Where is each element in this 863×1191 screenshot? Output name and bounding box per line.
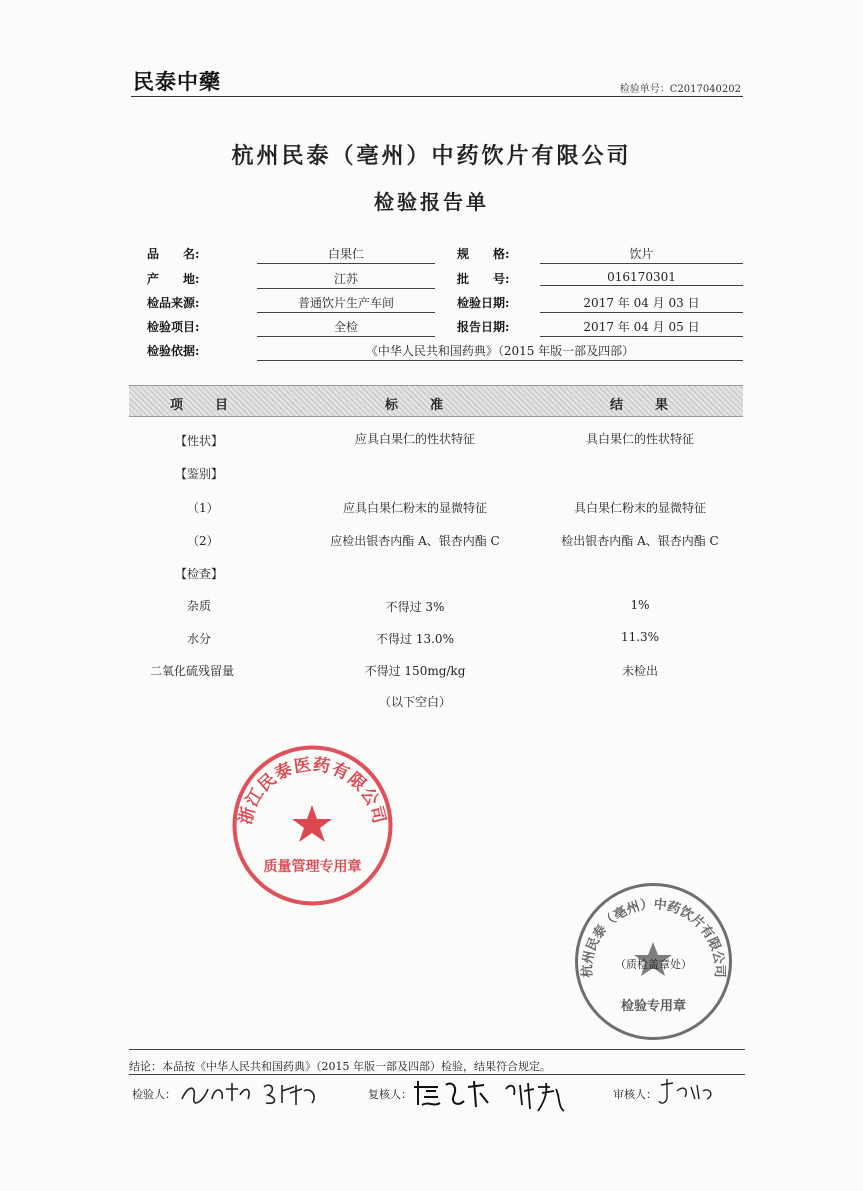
conclusion-top-divider xyxy=(129,1049,745,1050)
row-ident-2-result: 检出银杏内酯 A、银杏内酯 C xyxy=(561,534,719,548)
conclusion-text: 结论：本品按《中华人民共和国药典》（2015 年版一部及四部）检验，结果符合规定。 xyxy=(129,1060,551,1073)
gray-seal-outer-text: 杭州民泰（亳州）中药饮片有限公司 xyxy=(580,897,727,978)
red-seal-inner-text: 质量管理专用章 xyxy=(263,859,362,875)
basis-value: 《中华人民共和国药典》（2015 年版一部及四部） xyxy=(257,342,743,361)
auditor-signature xyxy=(655,1077,725,1109)
item-value: 全检 xyxy=(257,318,435,337)
row-so2-standard: 不得过 150mg/kg xyxy=(364,664,466,678)
reviewer-label: 复核人： xyxy=(368,1088,412,1101)
inspection-seal xyxy=(572,880,735,1043)
company-name: 杭州民泰（亳州）中药饮片有限公司 xyxy=(231,143,632,169)
row-ident-2-item: （2） xyxy=(187,534,219,548)
source-value: 普通饮片生产车间 xyxy=(257,294,435,313)
report-date-value: 2017 年 04 月 05 日 xyxy=(540,318,743,337)
basis-label: 检验依据: xyxy=(147,344,200,358)
row-appearance-item: 【性状】 xyxy=(175,434,224,448)
batch-label: 批 号: xyxy=(457,272,510,286)
col-header-standard: 标 准 xyxy=(384,398,445,413)
inspect-date-value: 2017 年 04 月 03 日 xyxy=(540,294,743,313)
row-moisture-item: 水分 xyxy=(187,632,212,646)
blank-note: （以下空白） xyxy=(378,695,451,709)
red-company-seal xyxy=(230,743,395,908)
inspector-signature xyxy=(178,1077,328,1109)
item-label: 检验项目: xyxy=(147,320,200,334)
inspection-number xyxy=(620,80,741,95)
batch-value: 016170301 xyxy=(540,270,743,286)
document-title: 检验报告单 xyxy=(374,190,489,214)
inspection-number-value: C2017040202 xyxy=(669,84,741,95)
inspect-date-label: 检验日期: xyxy=(457,296,510,310)
row-identification-item: 【鉴别】 xyxy=(175,467,224,481)
row-impurity-result: 1% xyxy=(630,598,650,612)
row-ident-2-standard: 应检出银杏内酯 A、银杏内酯 C xyxy=(330,534,500,548)
name-label: 品 名: xyxy=(147,247,200,261)
gray-seal-inner-text: 检验专用章 xyxy=(620,999,687,1014)
reviewer-signature xyxy=(410,1077,580,1115)
report-date-label: 报告日期: xyxy=(457,320,510,334)
source-label: 检品来源: xyxy=(147,296,200,310)
row-check-item: 【检查】 xyxy=(175,567,224,581)
auditor-label: 审核人： xyxy=(613,1088,657,1101)
row-moisture-result: 11.3% xyxy=(620,630,660,644)
inspector-label: 检验人： xyxy=(132,1088,176,1101)
red-seal-star-icon xyxy=(292,805,332,842)
spec-value: 饮片 xyxy=(540,245,743,264)
stamp-area-note: （质检盖章处） xyxy=(615,958,692,971)
row-appearance-result: 具白果仁的性状特征 xyxy=(585,432,694,446)
origin-label: 产 地: xyxy=(147,272,200,286)
header-divider xyxy=(131,96,743,97)
red-seal-outer-text: 浙江民泰医药有限公司 xyxy=(235,754,390,827)
name-value: 白果仁 xyxy=(257,245,435,264)
row-ident-1-item: （1） xyxy=(187,501,219,515)
spec-label: 规 格: xyxy=(457,247,510,261)
row-impurity-item: 杂质 xyxy=(187,599,212,613)
company-logo: 民泰中藥 xyxy=(133,69,221,94)
row-so2-item: 二氧化硫残留量 xyxy=(150,664,235,678)
conclusion-bottom-divider xyxy=(129,1074,745,1075)
origin-value: 江苏 xyxy=(257,270,435,289)
inspection-number-label: 检验单号： xyxy=(619,84,670,95)
col-header-item: 项 目 xyxy=(169,398,230,413)
row-ident-1-result: 具白果仁粉末的显微特征 xyxy=(573,501,706,515)
row-appearance-standard: 应具白果仁的性状特征 xyxy=(354,432,475,446)
row-moisture-standard: 不得过 13.0% xyxy=(376,632,454,646)
row-ident-1-standard: 应具白果仁粉末的显微特征 xyxy=(342,501,487,515)
row-impurity-standard: 不得过 3% xyxy=(385,600,445,614)
row-so2-result: 未检出 xyxy=(621,664,658,678)
col-header-result: 结 果 xyxy=(609,398,670,413)
